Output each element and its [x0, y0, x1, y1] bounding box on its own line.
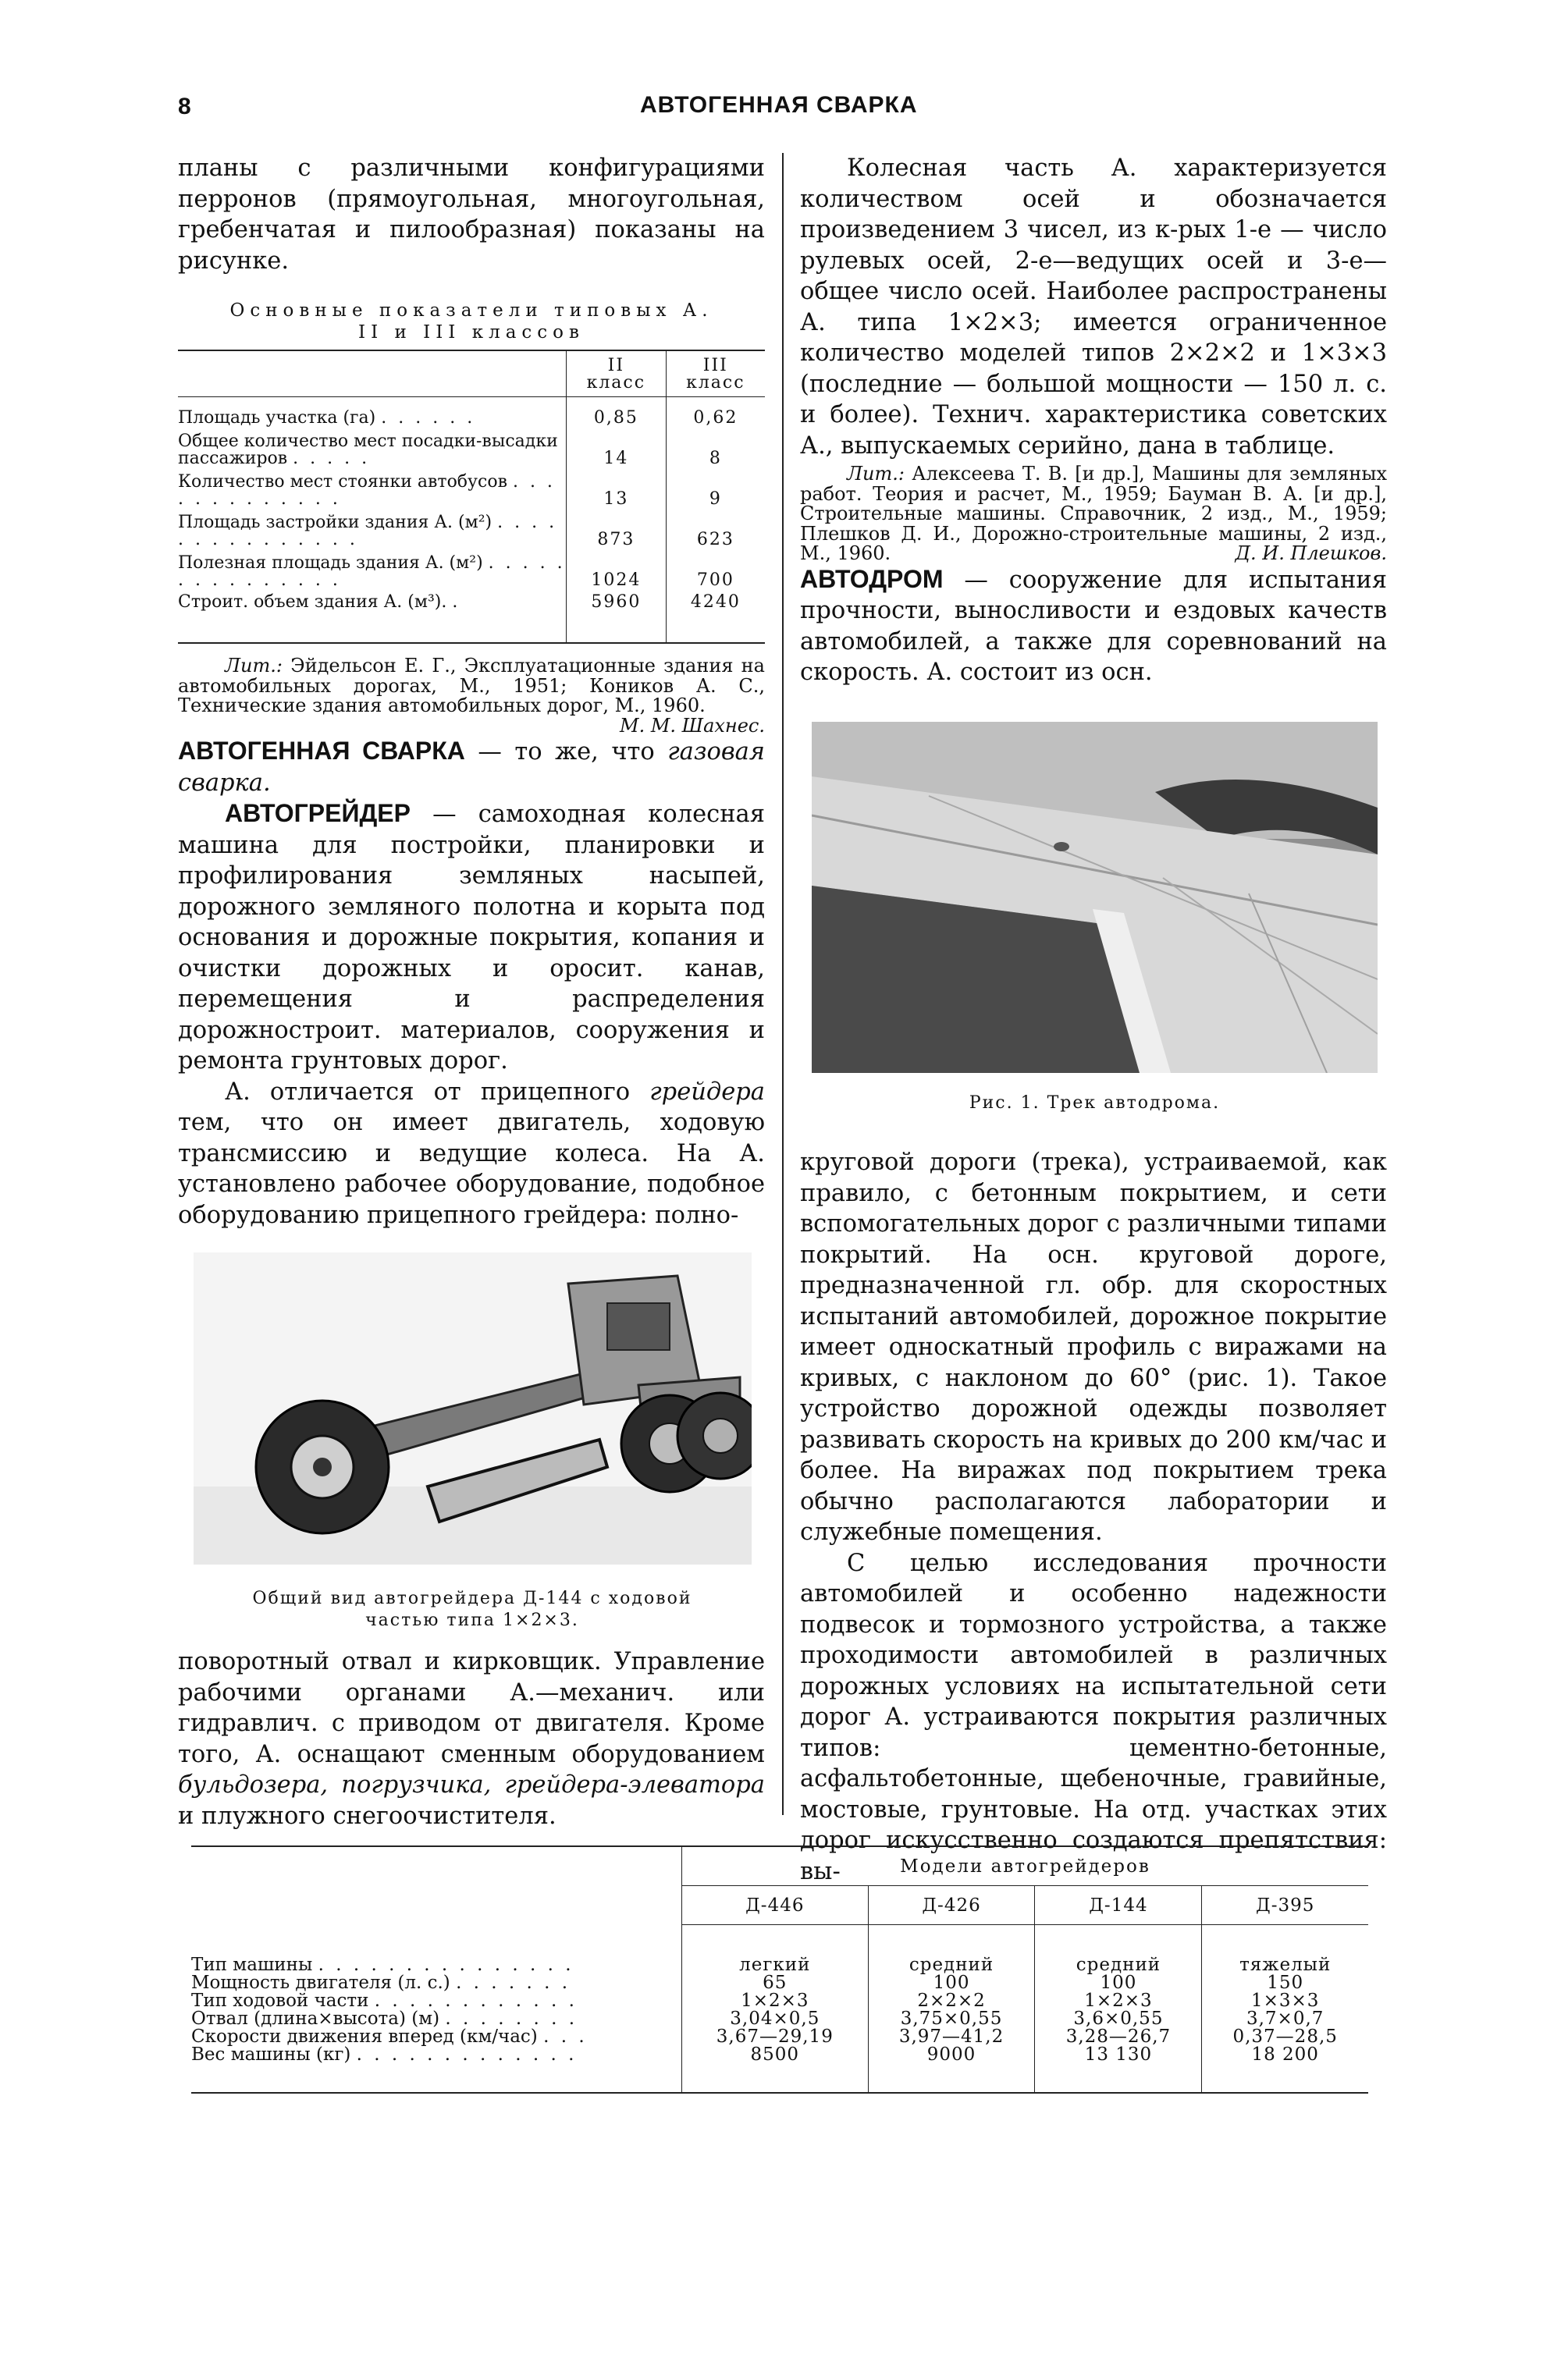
table-row	[178, 589, 765, 643]
entry-autogen-welding	[178, 736, 765, 798]
leader-dots: . . . . . . .	[456, 1973, 571, 1993]
table2-row-label: Тип машины	[191, 1954, 313, 1975]
table2-row-label: Тип ходовой части	[191, 1991, 369, 2011]
paragraph-blade	[178, 1646, 765, 1831]
right-column-bottom	[800, 1147, 1387, 1887]
table1-value: 4240	[690, 592, 741, 612]
leader-dots: . . . . . .	[381, 408, 476, 428]
intro-paragraph: планы с различными конфигурациями перронов (прямоугольная, многоугольная, гребенчатая и пилообразная) показаны на рисунке.	[178, 155, 765, 275]
table2-model: Д-395	[1202, 1886, 1368, 1925]
table2-value: 3,7×0,7	[1202, 2010, 1368, 2028]
table2-value: 1×3×3	[1202, 1992, 1368, 2010]
table1-row-label: Полезная площадь здания А. (м²)	[178, 553, 483, 573]
table-row	[178, 467, 765, 508]
table-row	[191, 2028, 1368, 2046]
lit-text: Алексеева Т. В. [и др.], Машины для земляных работ. Теория и расчет, М., 1959; Бауман В. А. [и др.], Строительные машины. Справочник, 2 изд., М., 1959; Плешков Д. И., Дорожно-строительные машины, 2 изд., М., 1960.	[800, 463, 1387, 564]
page-number: 8	[178, 94, 191, 119]
table2-value: 3,04×0,5	[682, 2010, 869, 2028]
table2-value: средний	[1035, 1925, 1202, 1975]
table-row	[178, 549, 765, 589]
table1-value: 0,85	[593, 408, 638, 428]
paragraph-wheel-formula: Колесная часть А. характеризуется количеством осей и обозначается произведением 3 чисел, из к-рых 1-е — число рулевых осей, 2-е—ведущих осей и 3-е— общее число осей. Наиболее распространены А. типа 1×2×3; имеется ограниченное количество моделей типов 2×2×2 и 1×3×3 (последние — большой мощности — 150 л. с. и более). Технич. характеристика советских А., выпускаемых серийно, дана в таблице.	[800, 155, 1387, 460]
table2-value: 65	[682, 1974, 869, 1992]
entry-autograder	[178, 798, 765, 1077]
entry-autodrome	[800, 564, 1387, 688]
lit-signature: М. М. Шахнес.	[620, 714, 765, 737]
table1-value: 9	[709, 489, 722, 509]
table2-value: тяжелый	[1202, 1925, 1368, 1975]
table-row	[178, 508, 765, 549]
cross-ref-grader[interactable]: грейдера	[649, 1078, 765, 1106]
paragraph-track: круговой дороги (трека), устраиваемой, как правило, с бетонным покрытием, и сети вспомогательных дорог с различными типами покрытий. На осн. круговой дороге, предназначенной гл. обр. для скоростных испытаний автомобилей, дорожное покрытие имеет односкатный профиль с виражами на кривых, с наклоном до 60° (рис. 1). Такое устройство дорожной одежды позволяет развивать скорость на кривых до 200 км/час и более. На виражах под покрытием трека обычно располагаются лаборатории и служебные помещения.	[800, 1149, 1387, 1546]
table2-value: 1×2×3	[682, 1992, 869, 2010]
table1-value: 14	[603, 449, 629, 468]
entry-text: — сооружение для испытания прочности, выносливости и ездовых качеств автомобилей, а также для соревнований на скорость. А. состоит из осн.	[800, 566, 1387, 686]
right-column	[800, 153, 1387, 688]
table-row	[191, 1992, 1368, 2010]
table1-row-label: Количество мест стоянки автобусов	[178, 472, 507, 492]
table2-model: Д-144	[1035, 1886, 1202, 1925]
leader-dots: . . . . . . . . . . . . . . .	[318, 1954, 574, 1975]
leader-dots: . . .	[543, 2027, 588, 2047]
para-text: А. отличается от прицепного	[225, 1078, 650, 1106]
table-row	[191, 2010, 1368, 2028]
table2-value: 3,28—26,7	[1035, 2028, 1202, 2046]
para-text: и плужного снегоочистителя.	[178, 1802, 556, 1830]
table1-caption-line2: II и III классов	[358, 322, 585, 343]
table-row	[191, 2046, 1368, 2093]
table2-value: 100	[1035, 1974, 1202, 1992]
table2-value: 3,6×0,55	[1035, 2010, 1202, 2028]
paragraph-grader-diff	[178, 1077, 765, 1231]
table1-value: 5960	[591, 592, 642, 612]
track-caption: Рис. 1. Трек автодрома.	[969, 1093, 1221, 1113]
table1-value: 873	[597, 530, 635, 549]
table2-value: 3,75×0,55	[868, 2010, 1035, 2028]
table2-value: 8500	[682, 2046, 869, 2093]
autograder-caption: Общий вид автогрейдера Д-144 с ходовой частью типа 1×2×3.	[252, 1589, 692, 1630]
leader-dots: . . . . . . . . . . . .	[374, 1991, 578, 2011]
table1-caption	[178, 300, 765, 343]
table1-row-label: Общее количество мест посадки-высадки пассажиров	[178, 432, 558, 468]
para-text: поворотный отвал и кирковщик. Управление рабочими органами А.—механич. или гидравлич. с приводом от двигателя. Кроме того, А. оснащают сменным оборудованием	[178, 1648, 765, 1768]
table1-header-row	[178, 350, 765, 397]
column-divider	[782, 153, 784, 1815]
table1-value: 700	[696, 570, 734, 590]
table1-col-iii-class: класс	[686, 373, 745, 393]
table2-value: 9000	[868, 2046, 1035, 2093]
table1-value: 8	[709, 449, 722, 468]
table1-value: 13	[603, 489, 629, 509]
table2-value: 2×2×2	[868, 1992, 1035, 2010]
entry-term: АВТОГЕННАЯ СВАРКА	[178, 737, 465, 765]
table2-group-header: Модели автогрейдеров	[682, 1846, 1369, 1886]
cross-ref-equipment[interactable]: бульдозера, погрузчика, грейдера-элеватора	[178, 1771, 765, 1799]
table1-row-label: Строит. объем здания А. (м³).	[178, 592, 447, 612]
indicators-table	[178, 350, 765, 644]
leader-dots: . . . . . . . . . . . . .	[356, 2044, 578, 2065]
leader-dots: . . . . .	[293, 449, 371, 468]
table2-row-label: Отвал (длина×высота) (м)	[191, 2009, 440, 2029]
lit-signature: Д. И. Плешков.	[1235, 542, 1387, 564]
para-text: тем, что он имеет двигатель, ходовую трансмиссию и ведущие колеса. На А. установлено рабочее оборудование, подобное оборудованию прицепного грейдера: полно-	[178, 1109, 765, 1229]
table-row	[191, 1974, 1368, 1992]
lit-prefix: Лит.:	[225, 655, 283, 677]
literature-2	[800, 464, 1387, 564]
entry-term: АВТОДРОМ	[800, 564, 944, 593]
table2-value: 18 200	[1202, 2046, 1368, 2093]
leader-dots: . . . . . . . . . . . . . . .	[178, 553, 566, 590]
table-row	[178, 427, 765, 467]
table2-model: Д-426	[868, 1886, 1035, 1925]
leader-dots: .	[452, 592, 461, 612]
table2-group-row	[191, 1846, 1368, 1886]
leader-dots: . . . . . . . .	[445, 2009, 578, 2029]
table1-col-ii-class: класс	[586, 373, 646, 393]
table-row	[191, 1925, 1368, 1975]
table2-value: 0,37—28,5	[1202, 2028, 1368, 2046]
table2-row-label: Скорости движения вперед (км/час)	[191, 2027, 538, 2047]
entry-text: — самоходная колесная машина для постройки, планировки и профилирования земляных насыпей, дорожного земляного полотна и корыта под основания и дорожные покрытия, копания и очистки дорожных и оросит. канав, перемещения и распределения дорожностроит. материалов, сооружения и ремонта грунтовых дорог.	[178, 801, 765, 1075]
leader-dots: . . . . . . . . . . . . .	[178, 472, 556, 509]
track-illustration	[812, 722, 1378, 1073]
entry-text: — то же, что	[464, 738, 668, 766]
left-column	[178, 153, 765, 1231]
leader-dots: . . . . . . . . . . . . . . .	[178, 513, 558, 549]
lit-prefix: Лит.:	[847, 463, 905, 485]
lit-text: Эйдельсон Е. Г., Эксплуатационные здания на автомобильных дорогах, М., 1951; Коников А. С., Технические здания автомобильных дорог, М., 1960.	[178, 655, 765, 716]
entry-cross-ref[interactable]: газовая сварка.	[178, 738, 765, 797]
table2-value: легкий	[682, 1925, 869, 1975]
table2-value: 150	[1202, 1974, 1368, 1992]
table1-col-iii: III	[702, 356, 728, 375]
left-column-bottom	[178, 1646, 765, 1831]
table1-value: 1024	[591, 570, 642, 590]
table1-row-label: Площадь участка (га)	[178, 408, 376, 428]
running-title: АВТОГЕННАЯ СВАРКА	[640, 92, 918, 118]
table1-col-ii: II	[607, 356, 625, 375]
autograder-photo	[194, 1252, 752, 1565]
table2-value: 3,67—29,19	[682, 2028, 869, 2046]
table2-value: средний	[868, 1925, 1035, 1975]
table1-row-label: Площадь застройки здания А. (м²)	[178, 513, 492, 532]
table2-models-row	[191, 1886, 1368, 1925]
paragraph-testing: С целью исследования прочности автомобилей и особенно надежности подвесок и тормозного устройства, а также проходимости автомобилей в различных дорожных условиях на испытательной сети дорог А. устраиваются покрытия различных типов: цементно-бетонные, асфальтобетонные, щебеночные, гравийные, мостовые, грунтовые. На отд. участках этих дорог искусственно создаются препятствия: вы-	[800, 1549, 1387, 1885]
autograder-models-table	[191, 1845, 1368, 2094]
autograder-illustration	[194, 1252, 752, 1565]
table2-value: 100	[868, 1974, 1035, 1992]
table1-value: 0,62	[693, 408, 738, 428]
table2-value: 1×2×3	[1035, 1992, 1202, 2010]
entry-term: АВТОГРЕЙДЕР	[225, 799, 411, 827]
table2-row-label: Вес машины (кг)	[191, 2044, 351, 2065]
literature-1	[178, 655, 765, 737]
table2-model: Д-446	[682, 1886, 869, 1925]
table1-value: 623	[696, 530, 734, 549]
table2-row-label: Мощность двигателя (л. с.)	[191, 1973, 450, 1993]
table-row	[178, 397, 765, 428]
track-photo	[812, 722, 1378, 1073]
table2-value: 3,97—41,2	[868, 2028, 1035, 2046]
table2-value: 13 130	[1035, 2046, 1202, 2093]
table1-caption-line1: Основные показатели типовых А.	[229, 300, 713, 321]
